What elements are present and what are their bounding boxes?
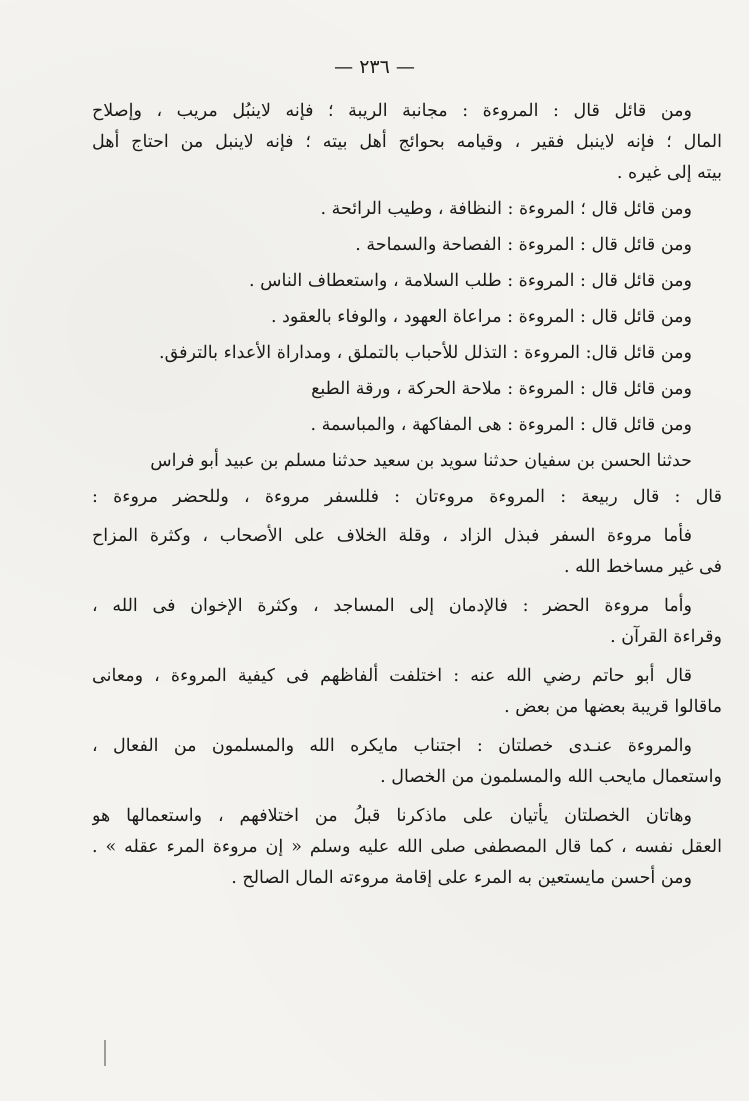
text-line: ومن قائل قال : المروءة : الفصاحة والسماحة . xyxy=(355,235,692,255)
text-line: ومن قائل قال : المروءة : مراعاة العهود ، والوفاء بالعقود . xyxy=(270,307,692,327)
page-number: — ٢٣٦ — xyxy=(334,56,415,78)
text-line: ومن قائل قال ؛ المروءة : النظافة ، وطيب الرائحة . xyxy=(320,199,692,219)
text-line: حدثنا الحسن بن سفيان حدثنا سويد بن سعيد حدثنا مسلم بن عبيد أبو فراس xyxy=(150,451,692,471)
text-line: قال أبو حاتم رضي الله عنه : اختلفت ألفاظهم فى كيفية المروءة ، ومعانى xyxy=(92,666,692,686)
text-line: ومن قائل قال : المروءة : ملاحة الحركة ، ورقة الطبع xyxy=(311,379,692,399)
text-line: العقل نفسه ، كما قال المصطفى صلى الله عليه وسلم « إن مروءة المرء عقله » . xyxy=(92,837,722,857)
text-line: ومن قائل قال : المروءة : مجانبة الريبة ؛ فإنه لاينبُل مريب ، وإصلاح xyxy=(92,101,692,121)
text-line: واستعمال مايحب الله والمسلمون من الخصال . xyxy=(380,767,722,787)
text-line: فى غير مساخط الله . xyxy=(564,557,722,577)
body-text xyxy=(92,96,722,894)
text-line: والمروءة عنـدى خصلتان : اجتناب مايكره الله والمسلمون من الفعال ، xyxy=(92,736,692,756)
text-line: قال : قال ربيعة : المروءة مروءتان : فللسفر مروءة ، وللحضر مروءة : xyxy=(92,487,722,507)
text-line: ومن أحسن مايستعين به المرء على إقامة مروءته المال الصالح . xyxy=(231,868,692,888)
text-line: ماقالوا قريبة بعضها من بعض . xyxy=(504,697,722,717)
text-line: ومن قائل قال : المروءة : طلب السلامة ، واستعطاف الناس . xyxy=(249,271,692,291)
text-line: المال ؛ فإنه لاينبل فقير ، وقيامه بحوائج أهل بيته ؛ فإنه لاينبل من احتاج أهل xyxy=(92,132,722,152)
text-line: وأما مروءة الحضر : فالإدمان إلى المساجد ، وكثرة الإخوان فى الله ، xyxy=(92,596,692,616)
margin-pencil-mark xyxy=(104,1040,106,1066)
text-line: وهاتان الخصلتان يأتيان على ماذكرنا قبلُ من اختلافهم ، واستعمالها هو xyxy=(92,806,692,826)
text-line: ومن قائل قال : المروءة : هى المفاكهة ، والمباسمة . xyxy=(310,415,692,435)
text-line: بيته إلى غيره . xyxy=(616,163,722,183)
text-line: فأما مروءة السفر فبذل الزاد ، وقلة الخلاف على الأصحاب ، وكثرة المزاح xyxy=(92,526,692,546)
text-line: وقراءة القرآن . xyxy=(610,627,722,647)
text-line: ومن قائل قال: المروءة : التذلل للأحباب بالتملق ، ومداراة الأعداء بالترفق. xyxy=(159,343,692,363)
